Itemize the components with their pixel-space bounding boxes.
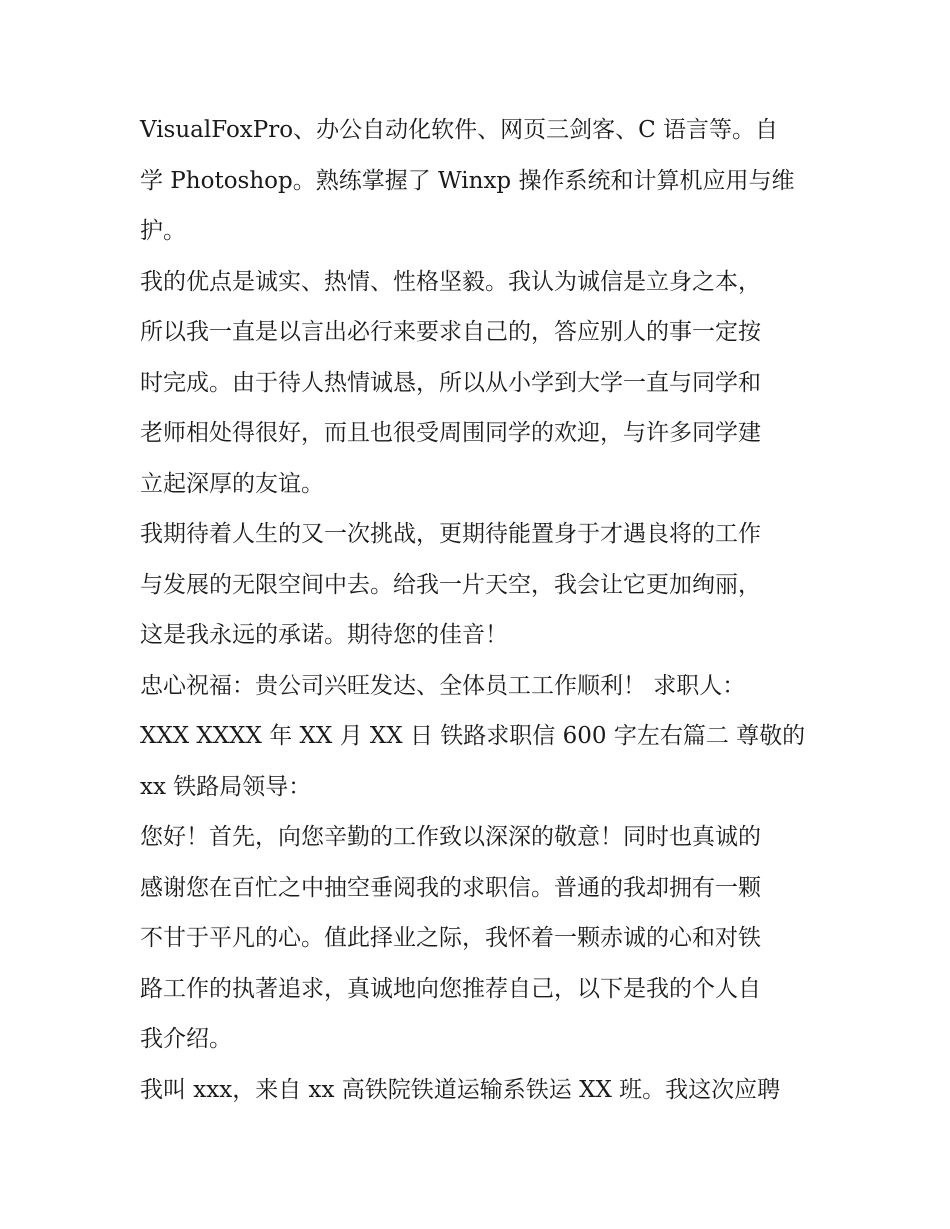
text-line: 立起深厚的友谊。 — [140, 470, 324, 497]
text-line: 我期待着人生的又一次挑战，更期待能置身于才遇良将的工作 — [140, 521, 761, 547]
text-line: 与发展的无限空间中去。给我一片天空，我会让它更加绚丽， — [140, 571, 761, 598]
document-body — [140, 105, 820, 1115]
text-line: 所以我一直是以言出必行来要求自己的，答应别人的事一定按 — [140, 319, 761, 345]
text-line: VisualFoxPro、办公自动化软件、网页三剑客、C 语言等。自 — [140, 117, 778, 143]
text-line: 老师相处得很好，而且也很受周围同学的欢迎，与许多同学建 — [140, 420, 761, 446]
text-line: 忠心祝福：贵公司兴旺发达、全体员工工作顺利！ 求职人： — [140, 672, 746, 699]
text-line: 护。 — [140, 218, 186, 244]
text-line: 路工作的执著追求，真诚地向您推荐自己，以下是我的个人自 — [140, 975, 761, 1002]
text-line: 我叫 xxx，来自 xx 高铁院铁道运输系铁运 XX 班。我这次应聘 — [140, 1076, 781, 1103]
text-line: 我介绍。 — [140, 1026, 232, 1052]
text-line: 感谢您在百忙之中抽空垂阅我的求职信。普通的我却拥有一颗 — [140, 874, 761, 901]
text-line: 时完成。由于待人热情诚恳，所以从小学到大学一直与同学和 — [140, 369, 761, 396]
text-line: 您好！首先，向您辛勤的工作致以深深的敬意！同时也真诚的 — [140, 824, 761, 850]
text-line: 学 Photoshop。熟练掌握了 Winxp 操作系统和计算机应用与维 — [140, 167, 795, 194]
text-line: 不甘于平凡的心。值此择业之际，我怀着一颗赤诚的心和对铁 — [140, 925, 761, 951]
text-line: xx 铁路局领导： — [140, 773, 312, 800]
text-line: 我的优点是诚实、热情、性格坚毅。我认为诚信是立身之本， — [140, 268, 761, 295]
text-line: XXX XXXX 年 XX 月 XX 日 铁路求职信 600 字左右篇二 尊敬的 — [140, 723, 806, 749]
text-line: 这是我永远的承诺。期待您的佳音！ — [140, 622, 508, 648]
